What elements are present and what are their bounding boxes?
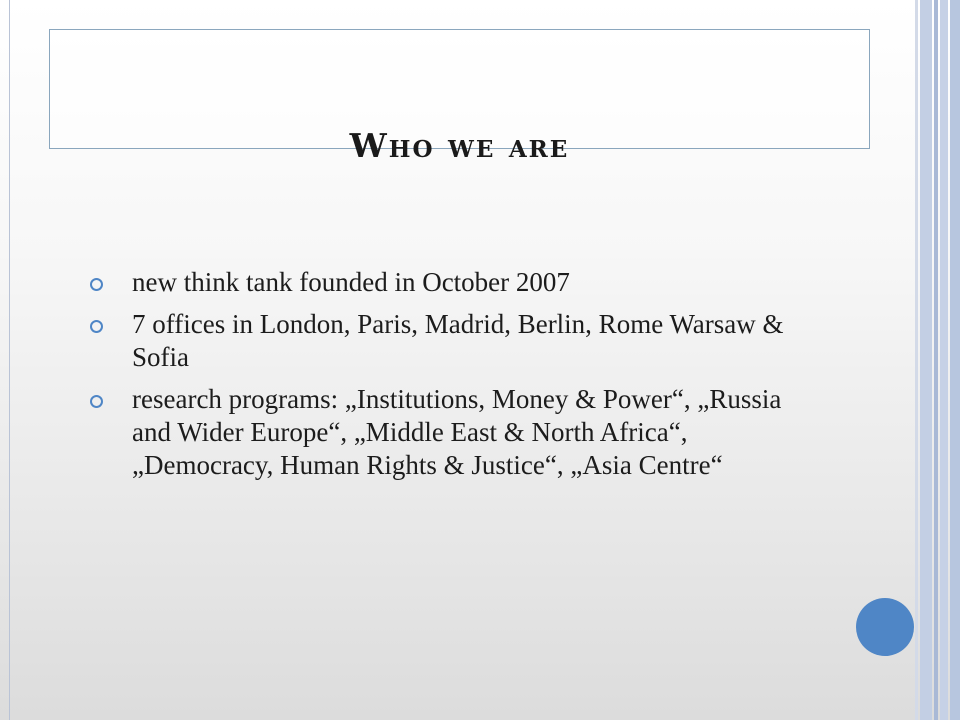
slide-title: Who we are <box>349 126 570 165</box>
decorative-bar <box>950 0 960 720</box>
decorative-bar <box>915 0 918 720</box>
bullet-item <box>88 266 808 299</box>
bullet-list <box>88 266 808 491</box>
bullet-ring-icon <box>90 278 103 291</box>
bullet-text: new think tank founded in October 2007 <box>132 267 570 297</box>
left-frame-line <box>9 0 10 720</box>
bullet-text: 7 offices in London, Paris, Madrid, Berlin, Rome Warsaw & Sofia <box>132 309 784 372</box>
bullet-item <box>88 308 808 374</box>
decorative-bar <box>934 0 938 720</box>
bullet-ring-icon <box>90 320 103 333</box>
decorative-bar <box>940 0 948 720</box>
blue-circle-decoration <box>856 598 914 656</box>
bullet-ring-icon <box>90 395 103 408</box>
decorative-bar <box>920 0 932 720</box>
bullet-text: research programs: „Institutions, Money & Power“, „Russia and Wider Europe“, „Middle East & North Africa“, „Democracy, Human Rights & Justice“, „Asia Centre“ <box>132 384 782 480</box>
bullet-item <box>88 383 808 482</box>
title-box <box>49 29 870 165</box>
right-decorative-bars <box>915 0 960 720</box>
